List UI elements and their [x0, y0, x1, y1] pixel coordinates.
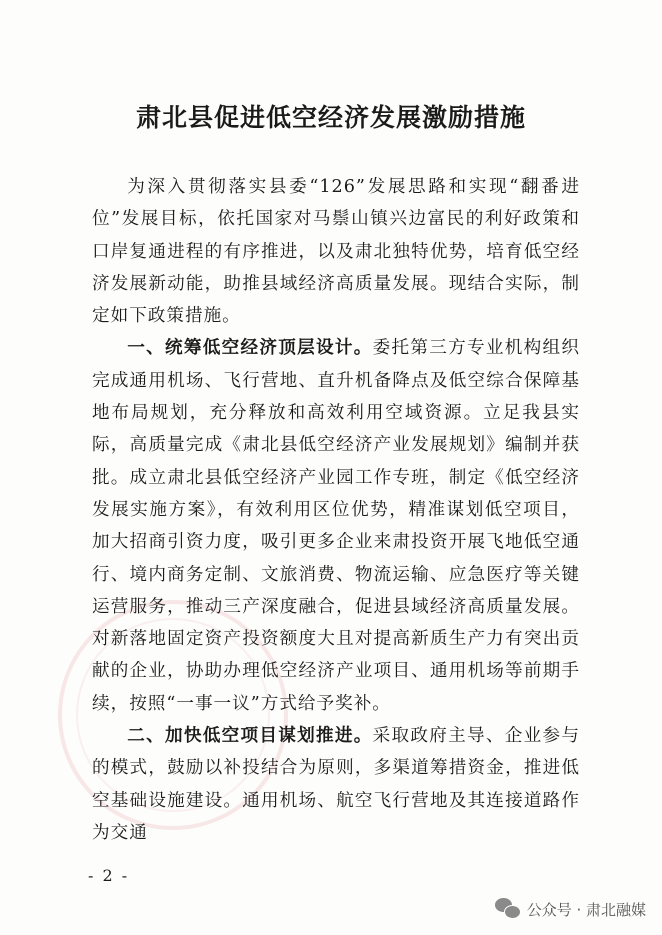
intro-paragraph: 为深入贯彻落实县委“126”发展思路和实现“翻番进位”发展目标，依托国家对马鬃山镇兴边富民的利好政策和口岸复通进程的有序推进，以及肃北独特优势，培育低空经济发展新动能，助推县域经济高质量发展。现结合实际，制定如下政策措施。	[92, 177, 580, 327]
section-paragraph-2	[92, 720, 580, 849]
document-title: 肃北县促进低空经济发展激励措施	[135, 103, 526, 132]
source-footer[interactable]	[495, 896, 646, 922]
section-heading-1: 一、统筹低空经济顶层设计。	[127, 337, 373, 359]
wechat-icon	[495, 898, 521, 920]
section-paragraph-1	[92, 332, 580, 720]
section-heading-2: 二、加快低空项目谋划推进。	[127, 725, 373, 747]
section-text-2: 采取政府主导、企业参与的模式，鼓励以补投结合为原则，多渠道筹措资金，推进低空基础设施建设。通用机场、航空飞行营地及其连接道路作为交通	[92, 726, 580, 843]
page-number: - 2 -	[88, 866, 130, 885]
account-label: 公众号 · 肃北融媒	[526, 900, 646, 919]
document-body	[92, 171, 580, 849]
section-text-1: 委托第三方专业机构组织完成通用机场、飞行营地、直升机备降点及低空综合保障基地布局规划，充分释放和高效利用空域资源。立足我县实际，高质量完成《肃北县低空经济产业发展规划》编制并获批。成立肃北县低空经济产业园工作专班，制定《低空经济发展实施方案》，有效利用区位优势，精准谋划低空项目，加大招商引资力度，吸引更多企业来肃投资开展飞地低空通行、境内商务定制、文旅消费、物流运输、应急医疗等关键运营服务，推动三产深度融合，促进县域经济高质量发展。对新落地固定资产投资额度大且对提高新质生产力有突出贡献的企业，协助办理低空经济产业项目、通用机场等前期手续，按照“一事一议”方式给予奖补。	[92, 338, 580, 714]
